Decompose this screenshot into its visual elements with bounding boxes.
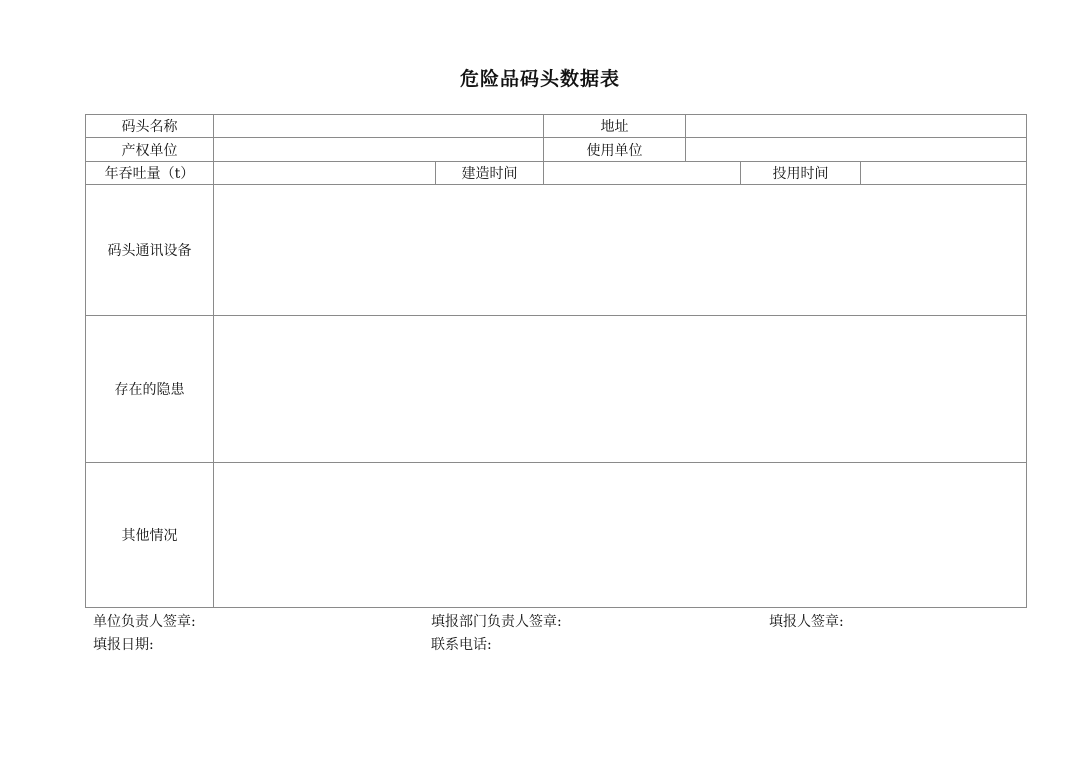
build-time-label: 建造时间: [461, 166, 518, 182]
user-unit-label: 使用单位: [586, 142, 643, 159]
comm-equipment-field[interactable]: [214, 185, 1026, 315]
unit-leader-signature-label: 单位负责人签章:: [93, 614, 196, 630]
filler-signature-label: 填报人签章:: [769, 614, 844, 630]
hazards-label: 存在的隐患: [114, 382, 185, 398]
throughput-field[interactable]: [214, 162, 435, 184]
address-label: 地址: [600, 119, 629, 135]
address-field[interactable]: [686, 115, 1026, 137]
table-border-bottom: [85, 607, 1027, 608]
dock-name-label: 码头名称: [121, 119, 178, 135]
other-situation-field[interactable]: [214, 463, 1026, 607]
owner-label: 产权单位: [121, 142, 178, 159]
fill-date-label: 填报日期:: [93, 637, 154, 653]
hazards-field[interactable]: [214, 316, 1026, 462]
throughput-label: 年吞吐量（t）: [104, 166, 195, 182]
build-time-field[interactable]: [544, 162, 740, 184]
owner-field[interactable]: [214, 138, 543, 161]
comm-equipment-label: 码头通讯设备: [107, 243, 192, 259]
other-situation-label: 其他情况: [121, 528, 178, 544]
user-unit-field[interactable]: [686, 138, 1026, 161]
commission-time-label: 投用时间: [772, 166, 829, 182]
table-border-right: [1026, 114, 1027, 608]
page-title: 危险品码头数据表: [459, 68, 620, 90]
commission-time-field[interactable]: [861, 162, 1026, 184]
dock-name-field[interactable]: [214, 115, 543, 137]
contact-phone-label: 联系电话:: [431, 637, 492, 653]
dept-leader-signature-label: 填报部门负责人签章:: [431, 614, 562, 630]
